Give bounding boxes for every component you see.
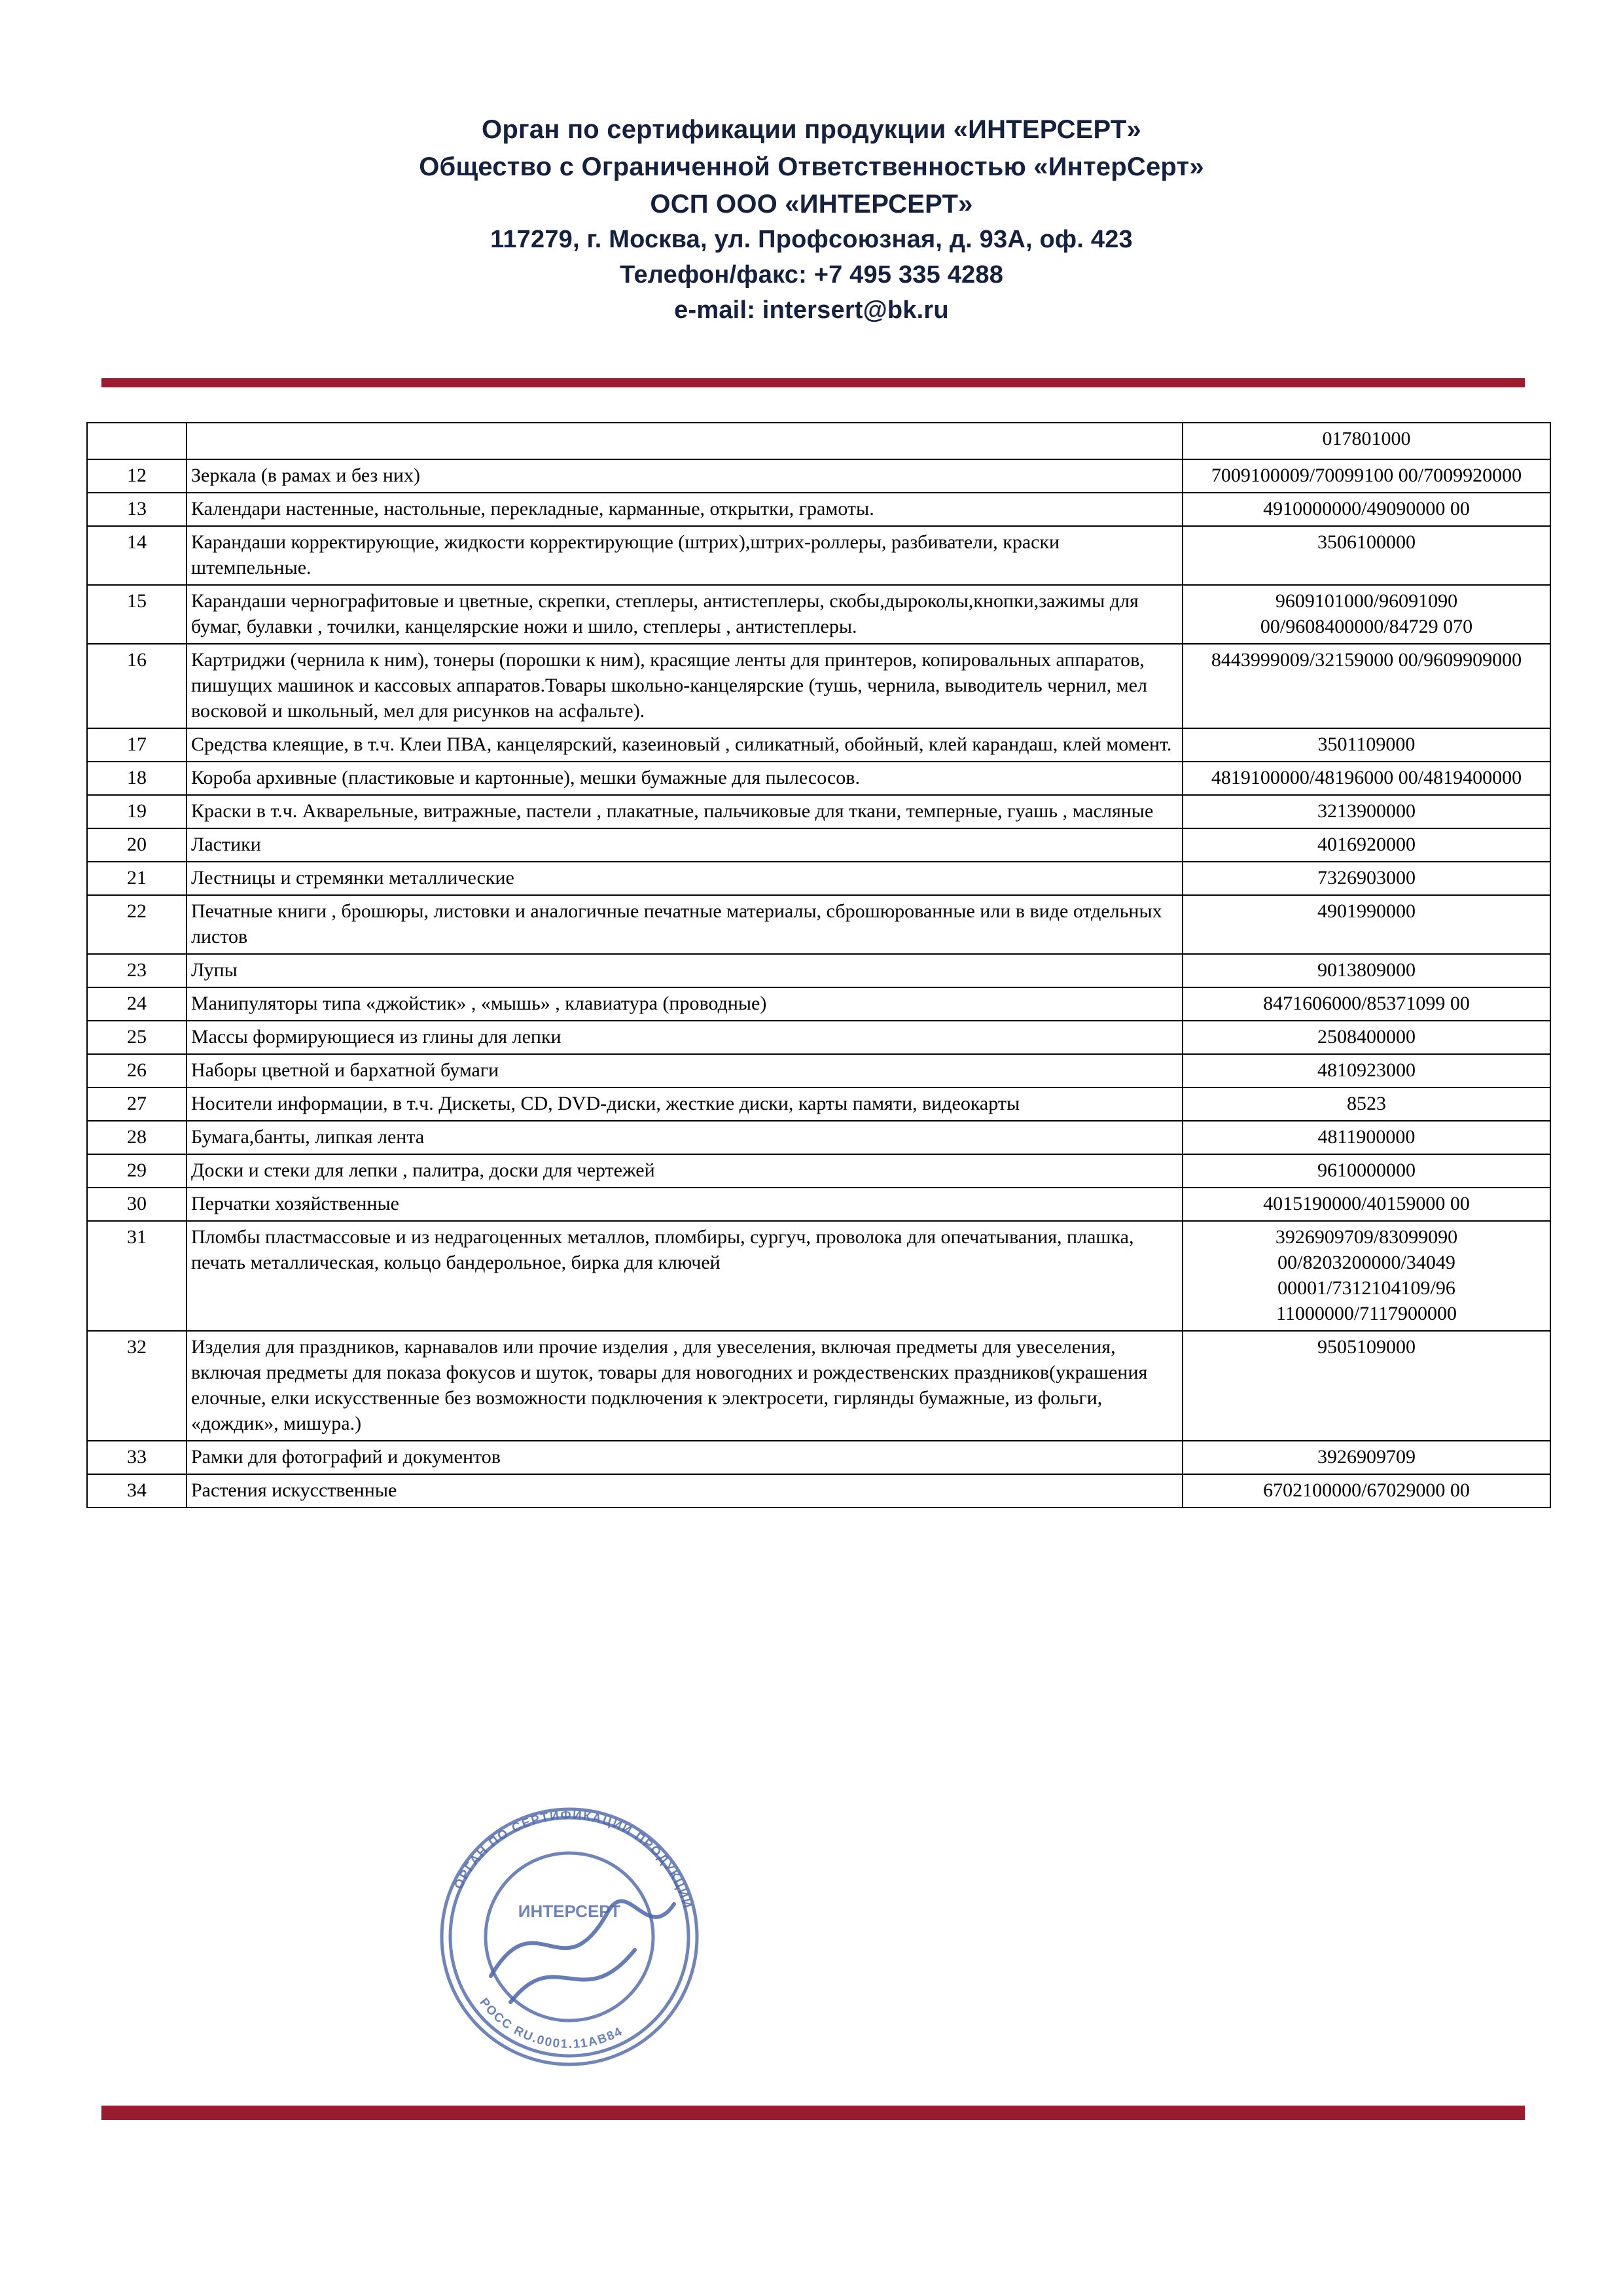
table-row xyxy=(87,987,1550,1021)
row-number-cell: 12 xyxy=(87,459,187,493)
row-name-cell: Манипуляторы типа «джойстик» , «мышь» , клавиатура (проводные) xyxy=(187,987,1183,1021)
table-row xyxy=(87,1054,1550,1087)
row-number-cell: 20 xyxy=(87,828,187,862)
table-row-partial xyxy=(87,423,1550,459)
row-code-cell: 3506100000 xyxy=(1183,526,1550,585)
row-name-cell: Короба архивные (пластиковые и картонные), мешки бумажные для пылесосов. xyxy=(187,762,1183,795)
row-name-cell: Рамки для фотографий и документов xyxy=(187,1441,1183,1474)
row-number-cell: 26 xyxy=(87,1054,187,1087)
row-code-cell: 3213900000 xyxy=(1183,795,1550,828)
row-code-cell: 8523 xyxy=(1183,1087,1550,1121)
stamp-center-text: ИНТЕРСЕРТ xyxy=(518,1901,621,1921)
row-code-cell: 8471606000/85371099 00 xyxy=(1183,987,1550,1021)
table-row xyxy=(87,1021,1550,1054)
row-code-cell: 3926909709 xyxy=(1183,1441,1550,1474)
table-row xyxy=(87,1087,1550,1121)
row-number-cell: 24 xyxy=(87,987,187,1021)
row-number-cell: 21 xyxy=(87,862,187,895)
row-number-cell: 19 xyxy=(87,795,187,828)
row-number-cell: 33 xyxy=(87,1441,187,1474)
table-row xyxy=(87,828,1550,862)
stamp-bottom-text: РОСС RU.0001.11АВ84 xyxy=(476,1996,626,2052)
row-code-cell: 4901990000 xyxy=(1183,895,1550,954)
row-name-cell: Карандаши чернографитовые и цветные, скрепки, степлеры, антистеплеры, скобы,дыроколы,кнопки,зажимы для бумаг, булавки , точилки, канцелярские ножи и шило, степлеры , антистеплеры. xyxy=(187,585,1183,644)
table-row xyxy=(87,585,1550,644)
table-row xyxy=(87,1441,1550,1474)
row-code-cell: 4015190000/40159000 00 xyxy=(1183,1188,1550,1221)
table-row xyxy=(87,954,1550,987)
table-row xyxy=(87,459,1550,493)
header-email-line: e-mail: intersert@bk.ru xyxy=(674,296,949,325)
row-code-cell: 9505109000 xyxy=(1183,1331,1550,1441)
row-code-cell: 7326903000 xyxy=(1183,862,1550,895)
row-code-cell: 9610000000 xyxy=(1183,1154,1550,1188)
row-name-cell: Лупы xyxy=(187,954,1183,987)
row-name-cell: Карандаши корректирующие, жидкости корректирующие (штрих),штрих-роллеры, разбиватели, краски штемпельные. xyxy=(187,526,1183,585)
row-number-cell xyxy=(87,423,187,459)
row-name-cell: Краски в т.ч. Акварельные, витражные, пастели , плакатные, пальчиковые для ткани, темперные, гуашь , масляные xyxy=(187,795,1183,828)
row-number-cell: 23 xyxy=(87,954,187,987)
row-name-cell: Печатные книги , брошюры, листовки и аналогичные печатные материалы, сброшюрованные или в виде отдельных листов xyxy=(187,895,1183,954)
table-row xyxy=(87,1154,1550,1188)
row-code-cell: 9609101000/96091090 00/9608400000/84729 070 xyxy=(1183,585,1550,644)
table-row xyxy=(87,762,1550,795)
table-row xyxy=(87,1188,1550,1221)
row-number-cell: 17 xyxy=(87,728,187,762)
header-org-line: Орган по сертификации продукции «ИНТЕРСЕРТ» xyxy=(482,115,1141,144)
row-name-cell: Перчатки хозяйственные xyxy=(187,1188,1183,1221)
row-number-cell: 18 xyxy=(87,762,187,795)
certification-stamp xyxy=(412,1780,726,2094)
row-code-cell: 4910000000/49090000 00 xyxy=(1183,493,1550,526)
header-company-line: Общество с Ограниченной Ответственностью «ИнтерСерт» xyxy=(419,152,1204,181)
row-number-cell: 25 xyxy=(87,1021,187,1054)
row-name-cell: Бумага,банты, липкая лента xyxy=(187,1121,1183,1154)
row-name-cell: Массы формирующиеся из глины для лепки xyxy=(187,1021,1183,1054)
row-number-cell: 13 xyxy=(87,493,187,526)
table-row xyxy=(87,1121,1550,1154)
row-number-cell: 14 xyxy=(87,526,187,585)
table-row xyxy=(87,795,1550,828)
row-code-cell: 4810923000 xyxy=(1183,1054,1550,1087)
row-number-cell: 22 xyxy=(87,895,187,954)
header-short-name-line: ОСП ООО «ИНТЕРСЕРТ» xyxy=(650,189,973,219)
row-code-cell: 9013809000 xyxy=(1183,954,1550,987)
row-number-cell: 32 xyxy=(87,1331,187,1441)
row-name-cell: Пломбы пластмассовые и из недрагоценных металлов, пломбиры, сургуч, проволока для опечатывания, плашка, печать металлическая, кольцо бандерольное, бирка для ключей xyxy=(187,1221,1183,1331)
row-name-cell xyxy=(187,423,1183,459)
document-header xyxy=(0,0,1623,328)
row-name-cell: Наборы цветной и бархатной бумаги xyxy=(187,1054,1183,1087)
header-divider-rule xyxy=(101,378,1525,387)
row-code-cell: 7009100009/70099100 00/7009920000 xyxy=(1183,459,1550,493)
row-code-cell: 3926909709/83099090 00/8203200000/34049 00001/7312104109/96 11000000/7117900000 xyxy=(1183,1221,1550,1331)
header-address-line: 117279, г. Москва, ул. Профсоюзная, д. 93А, оф. 423 xyxy=(490,226,1133,254)
row-name-cell: Зеркала (в рамах и без них) xyxy=(187,459,1183,493)
row-number-cell: 31 xyxy=(87,1221,187,1331)
row-code-cell: 8443999009/32159000 00/9609909000 xyxy=(1183,644,1550,728)
table-row xyxy=(87,1474,1550,1508)
table-row xyxy=(87,895,1550,954)
products-table-container xyxy=(86,422,1541,1508)
table-row xyxy=(87,1331,1550,1441)
row-number-cell: 34 xyxy=(87,1474,187,1508)
stamp-top-text: ОРГАН ПО СЕРТИФИКАЦИИ ПРОДУКЦИИ xyxy=(452,1808,694,1911)
products-table-body xyxy=(87,423,1550,1508)
row-code-cell: 6702100000/67029000 00 xyxy=(1183,1474,1550,1508)
row-name-cell: Картриджи (чернила к ним), тонеры (порошки к ним), красящие ленты для принтеров, копировальных аппаратов, пишущих машинок и кассовых аппаратов.Товары школьно-канцелярские (тушь, чернила, выводитель чернил, мел восковой и школьный, мел для рисунков на асфальте). xyxy=(187,644,1183,728)
table-row xyxy=(87,1221,1550,1331)
table-row xyxy=(87,644,1550,728)
row-code-cell: 4016920000 xyxy=(1183,828,1550,862)
row-code-cell: 2508400000 xyxy=(1183,1021,1550,1054)
table-row xyxy=(87,493,1550,526)
row-name-cell: Средства клеящие, в т.ч. Клеи ПВА, канцелярский, казеиновый , силикатный, обойный, клей карандаш, клей момент. xyxy=(187,728,1183,762)
row-number-cell: 16 xyxy=(87,644,187,728)
row-number-cell: 28 xyxy=(87,1121,187,1154)
row-name-cell: Носители информации, в т.ч. Дискеты, CD, DVD-диски, жесткие диски, карты памяти, видеокарты xyxy=(187,1087,1183,1121)
row-number-cell: 27 xyxy=(87,1087,187,1121)
row-code-cell: 4811900000 xyxy=(1183,1121,1550,1154)
row-number-cell: 15 xyxy=(87,585,187,644)
table-row xyxy=(87,526,1550,585)
header-phone-line: Телефон/факс: +7 495 335 4288 xyxy=(619,261,1004,289)
row-name-cell: Календари настенные, настольные, перекладные, карманные, открытки, грамоты. xyxy=(187,493,1183,526)
row-name-cell: Растения искусственные xyxy=(187,1474,1183,1508)
row-code-cell: 017801000 xyxy=(1183,423,1550,459)
row-code-cell: 3501109000 xyxy=(1183,728,1550,762)
products-table xyxy=(86,422,1551,1508)
row-number-cell: 29 xyxy=(87,1154,187,1188)
row-name-cell: Лестницы и стремянки металлические xyxy=(187,862,1183,895)
table-row xyxy=(87,728,1550,762)
table-row xyxy=(87,862,1550,895)
row-name-cell: Доски и стеки для лепки , палитра, доски для чертежей xyxy=(187,1154,1183,1188)
row-name-cell: Ластики xyxy=(187,828,1183,862)
row-number-cell: 30 xyxy=(87,1188,187,1221)
footer-divider-rule xyxy=(101,2106,1525,2120)
row-name-cell: Изделия для праздников, карнавалов или прочие изделия , для увеселения, включая предметы для увеселения, включая предметы для показа фокусов и шуток, товары для новогодних и рождественских праздников(украшения елочные, елки искусственные без возможности подключения к электросети, гирлянды бумажные, из фольги, «дождик», мишура.) xyxy=(187,1331,1183,1441)
row-code-cell: 4819100000/48196000 00/4819400000 xyxy=(1183,762,1550,795)
